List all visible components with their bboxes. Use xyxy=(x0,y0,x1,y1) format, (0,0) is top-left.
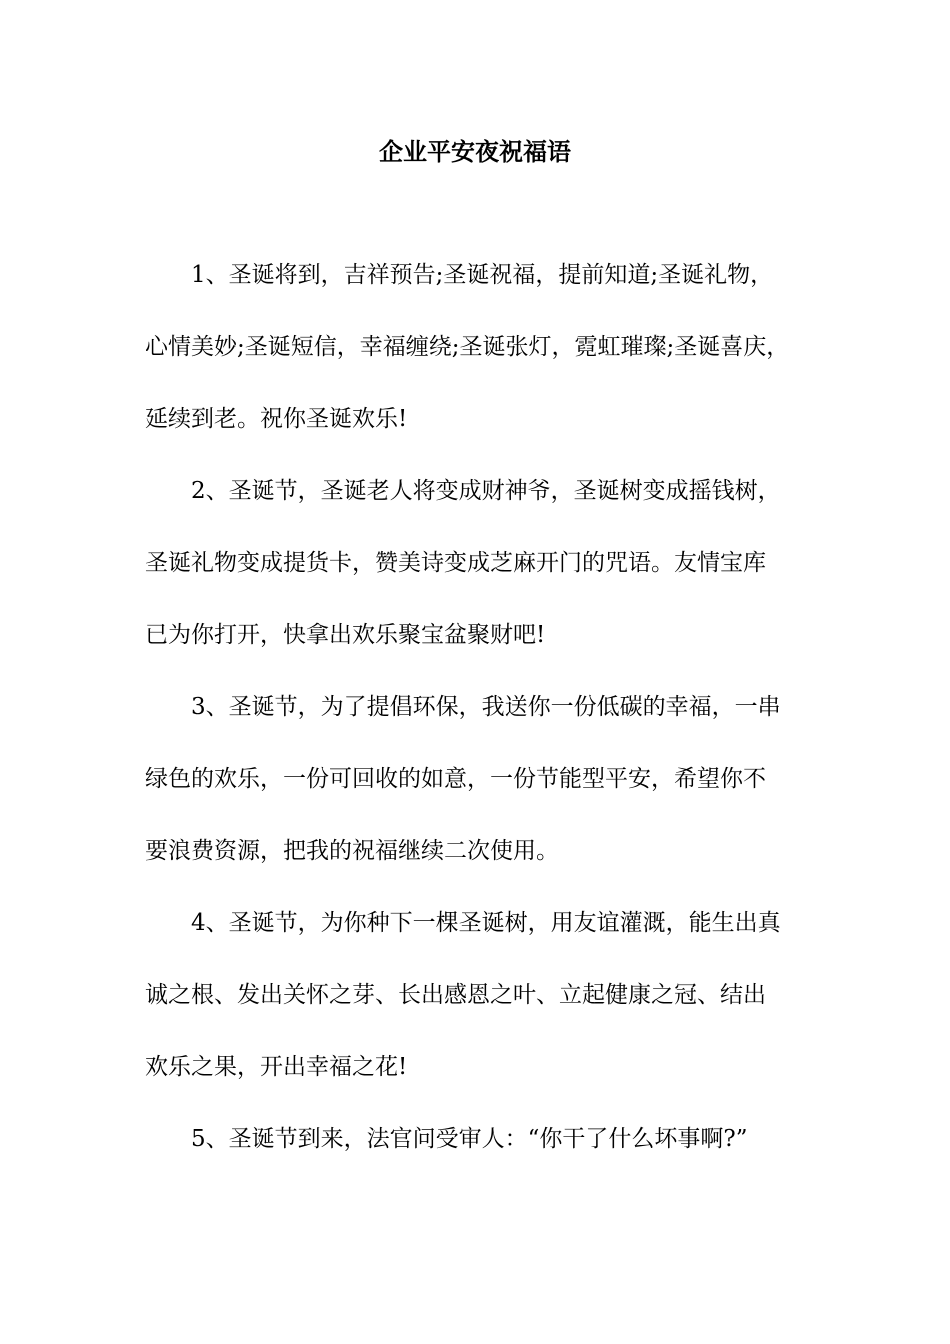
paragraph-line: 4、圣诞节，为你种下一棵圣诞树，用友谊灌溉，能生出真 xyxy=(191,910,781,936)
paragraph-line: 3、圣诞节，为了提倡环保，我送你一份低碳的幸福，一串 xyxy=(191,694,781,720)
paragraph-line: 已为你打开，快拿出欢乐聚宝盆聚财吧! xyxy=(145,622,546,648)
document-body xyxy=(145,252,825,1188)
paragraph-5 xyxy=(145,1116,825,1188)
document-title: 企业平安夜祝福语 xyxy=(379,138,571,166)
paragraph-4 xyxy=(145,900,825,1116)
paragraph-line: 要浪费资源，把我的祝福继续二次使用。 xyxy=(145,838,559,864)
paragraph-line: 欢乐之果，开出幸福之花! xyxy=(145,1054,408,1080)
paragraph-line: 圣诞礼物变成提货卡，赞美诗变成芝麻开门的咒语。友情宝库 xyxy=(145,550,766,576)
paragraph-line: 2、圣诞节，圣诞老人将变成财神爷，圣诞树变成摇钱树， xyxy=(191,478,781,504)
paragraph-line: 5、圣诞节到来，法官问受审人：“你干了什么坏事啊?” xyxy=(191,1126,748,1152)
paragraph-1 xyxy=(145,252,825,468)
paragraph-line: 绿色的欢乐，一份可回收的如意，一份节能型平安，希望你不 xyxy=(145,766,766,792)
paragraph-3 xyxy=(145,684,825,900)
paragraph-line: 心情美妙;圣诞短信，幸福缠绕;圣诞张灯，霓虹璀璨;圣诞喜庆， xyxy=(145,334,790,360)
paragraph-line: 诚之根、发出关怀之芽、长出感恩之叶、立起健康之冠、结出 xyxy=(145,982,766,1008)
paragraph-2 xyxy=(145,468,825,684)
paragraph-line: 1、圣诞将到，吉祥预告;圣诞祝福，提前知道;圣诞礼物， xyxy=(191,262,774,288)
paragraph-line: 延续到老。祝你圣诞欢乐! xyxy=(145,406,408,432)
